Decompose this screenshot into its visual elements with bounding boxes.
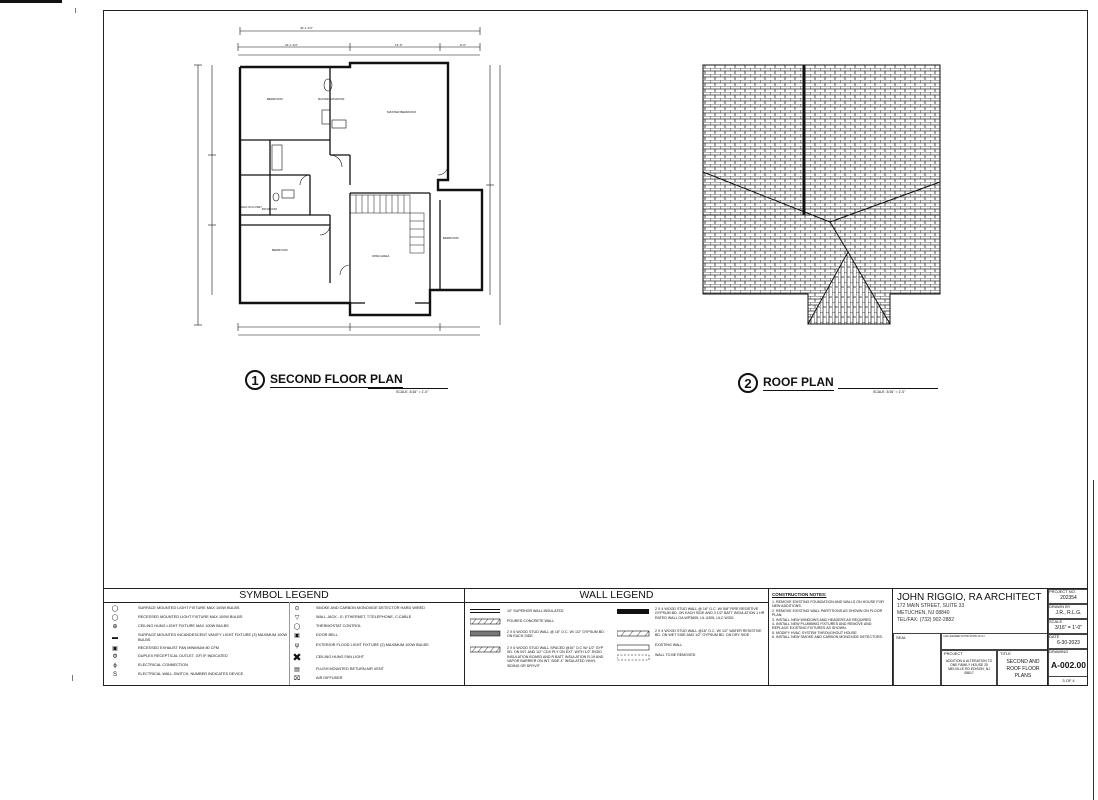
drawn-by-value: J.R., R.L.G. bbox=[1055, 609, 1082, 616]
wall-legend-text: 10" SUPERIOR WALL INSULATED bbox=[507, 609, 564, 613]
wall-legend-left-text bbox=[507, 609, 605, 668]
project-no-label: PROJECT NO. bbox=[1049, 589, 1076, 594]
second-floor-plan-drawing bbox=[190, 25, 510, 345]
plan-number-circle: 1 bbox=[245, 370, 265, 390]
date-cell bbox=[1048, 634, 1088, 649]
dim-text: 40'-1 3/4" bbox=[300, 27, 313, 30]
sheet-title-text: SECOND AND ROOF FLOOR PLANS bbox=[1006, 658, 1040, 679]
wall-legend-swatches-left bbox=[470, 609, 502, 665]
legend-row bbox=[108, 613, 290, 622]
construction-note: 6. INSTALL NEW SMOKE AND CARBON MONOXIDE DETECTORS. bbox=[772, 635, 883, 640]
symbol-legend-title: SYMBOL LEGEND bbox=[104, 589, 464, 603]
superior-wall-swatch-core bbox=[470, 610, 500, 612]
sheet-meta-column bbox=[1047, 588, 1088, 686]
plan-title: ROOF PLAN bbox=[763, 375, 834, 389]
scale-cell bbox=[1048, 619, 1088, 634]
existing-wall-swatch bbox=[617, 645, 649, 650]
wall-legend-title: WALL LEGEND bbox=[465, 589, 768, 603]
project-no-value: 202354 bbox=[1060, 594, 1077, 601]
wall-switch-icon: S bbox=[112, 671, 117, 678]
legend-row bbox=[108, 661, 290, 670]
dim-text: 20'-1 3/4" bbox=[285, 44, 298, 47]
legend-text: SMOKE AND CARBON MONOXIDE DETECTOR HARD WIRED bbox=[316, 606, 425, 611]
title-underline bbox=[838, 388, 938, 389]
symbol-legend bbox=[103, 588, 465, 686]
legend-text: SURFACE MOUNTED LIGHT FIXTURE MAX 100W BULBS bbox=[138, 606, 240, 611]
outlet-icon: Φ bbox=[112, 653, 118, 660]
fire-wall-swatch bbox=[617, 609, 649, 614]
architect-address-line: 172 MAIN STREET, SUITE 33 bbox=[897, 603, 965, 609]
thermostat-icon: ◯ bbox=[293, 624, 301, 630]
architect-phone: TEL/FAX: (732) 902-2882 bbox=[897, 617, 954, 623]
legend-text: EXTERIOR FLOOD LIGHT FIXTURE (2) MAXIMUM 100W BULBS bbox=[316, 643, 429, 648]
plan-title: SECOND FLOOR PLAN bbox=[270, 372, 403, 386]
door-bell-icon: ▣ bbox=[294, 633, 300, 639]
plan-scale: SCALE: 3/16" = 1'-0" bbox=[396, 390, 429, 394]
column-divider bbox=[289, 602, 290, 686]
plan-scale: SCALE: 3/16" = 1'-0" bbox=[873, 390, 906, 394]
legend-text: ELECTRICAL WALL SWITCH, NUMBER INDICATES DEVICE bbox=[138, 672, 244, 677]
legend-row bbox=[290, 622, 465, 631]
drawing-number-cell bbox=[1048, 649, 1088, 686]
wall-legend-text: 2 X 6 WOOD STUD WALL @ 16" O.C. W/ 1/2" GYPSUM BD. ON EACH SIDE. bbox=[507, 630, 605, 639]
room-label: MASTER BEDROOM bbox=[387, 110, 416, 114]
room-label: BEDROOM bbox=[443, 236, 459, 240]
seal-label: SEAL bbox=[896, 635, 907, 640]
room-label: BEDROOM bbox=[267, 97, 283, 101]
symbol-legend-right-column bbox=[290, 604, 465, 683]
wall-legend-right-text bbox=[655, 607, 767, 657]
legend-row bbox=[290, 613, 465, 622]
wall-legend-text: POURED CONCRETE WALL bbox=[507, 619, 555, 623]
crop-mark bbox=[0, 0, 62, 3]
vanity-light-icon: ▬ bbox=[112, 634, 118, 641]
legend-text: CEILING HUNG LIGHT FIXTURE MAX 100W BULBS bbox=[138, 624, 229, 629]
legend-text: WALL JACK - E: ETHERNET, T:TELEPHONE, C:CABLE bbox=[316, 615, 412, 620]
legend-row bbox=[290, 674, 465, 683]
wall-legend-text: EXISTING WALL bbox=[655, 643, 683, 647]
legend-row bbox=[108, 622, 290, 631]
architect-block bbox=[892, 588, 1048, 686]
legend-text: RECESSED MOUNTED LIGHT FIXTURE MAX 100W BULBS bbox=[138, 615, 243, 620]
flood-light-icon: ψ bbox=[294, 642, 300, 649]
roof-plan-label bbox=[738, 373, 834, 393]
room-label: MASTER BATHROOM bbox=[318, 98, 345, 101]
plan-number-circle: 2 bbox=[738, 373, 758, 393]
wall-jack-icon: ▽ bbox=[294, 615, 300, 621]
legend-row bbox=[108, 631, 290, 644]
scale-value: 3/16" = 1'-0" bbox=[1054, 624, 1083, 631]
title-block bbox=[103, 588, 1088, 686]
legend-row bbox=[108, 652, 290, 661]
dim-text: 15'-6" bbox=[395, 44, 403, 47]
legend-row bbox=[108, 604, 290, 613]
sheet-count: 3 OF 4 bbox=[1049, 676, 1088, 683]
architect-address-line: METUCHEN, NJ 08840 bbox=[897, 610, 950, 616]
construction-note: 3. INSTALL NEW WINDOWS AND HEADERS AS REQUIRED bbox=[772, 617, 872, 622]
legend-text: ELECTRICAL CONNECTION bbox=[138, 663, 188, 668]
room-label: WALK-IN CLOSET bbox=[240, 206, 262, 209]
construction-note: 2. REMOVE EXISTING WALL PARTITIONS AS SHOWN ON FLOOR PLAN. bbox=[772, 608, 883, 618]
roof-plan-drawing bbox=[700, 62, 945, 327]
wall-legend-text: 2 X 4 WOOD STUD WALL @ 16" O.C. W/ 5/8" FIRE RESISTIVE GYPSUM BD. ON EACH SIDE AND 3 1/2" BATT INSULATION 1 HR RATED WALL GA WP3605, UL U305, ULC W301 bbox=[655, 607, 765, 620]
room-label: BEDROOM bbox=[272, 248, 288, 252]
license-note: I AM LICENSED IN THE STATE OF NJ bbox=[943, 635, 985, 638]
removed-wall-swatch bbox=[617, 655, 649, 660]
legend-text: DOOR BELL bbox=[316, 633, 338, 638]
legend-text: DUPLEX RECEPTICAL OUTLET, GFI IF INDICATED bbox=[138, 654, 228, 659]
scan-speck bbox=[75, 8, 76, 13]
construction-note: 5. MODIFY HVAC SYSTEM THROUGHOUT HOUSE bbox=[772, 630, 857, 635]
legend-row bbox=[108, 644, 290, 652]
ceiling-light-icon: ⊕ bbox=[112, 624, 118, 630]
construction-notes bbox=[768, 588, 893, 686]
2x6-wall-swatch bbox=[470, 631, 500, 636]
drawn-by-label: DRAWN BY bbox=[1049, 604, 1071, 609]
project-label: PROJECT bbox=[944, 651, 963, 656]
legend-text: SURFACE MOUNTED INCANDESCENT VANITY LIGHT FIXTURE (3) MAXIMUM 100W BULBS bbox=[138, 632, 288, 642]
construction-note: 4. INSTALL NEW PLUMBING FIXTURES AND REMOVE AND REPLACE EXISTING FIXTURES AS SHOWN. bbox=[772, 622, 872, 631]
project-cell bbox=[941, 650, 997, 686]
wall-legend-text: WALL TO BE REMOVED bbox=[655, 653, 696, 657]
legend-text: FLUSH MOUNTED RETURN AIR VENT bbox=[316, 666, 384, 671]
legend-row bbox=[290, 640, 465, 651]
symbol-legend-left-column bbox=[108, 604, 290, 679]
legend-row bbox=[290, 664, 465, 674]
seal-cell bbox=[893, 633, 941, 686]
wall-legend bbox=[464, 588, 769, 686]
construction-note: 1. REMOVE EXISTING FOUNDATION AND WALLS ON HOUSE FOR NEW ADDITIONS. bbox=[772, 600, 885, 609]
exterior-wall-swatch bbox=[470, 647, 500, 652]
surface-light-icon: ◯ bbox=[111, 606, 119, 612]
date-value: 6-30-2023 bbox=[1057, 639, 1080, 646]
recessed-light-icon: ◯ bbox=[111, 615, 119, 621]
room-label: OPEN AREA bbox=[372, 254, 390, 258]
drawn-by-cell bbox=[1048, 604, 1088, 619]
dim-text: 8'-0" bbox=[460, 44, 467, 47]
exhaust-fan-icon: ▣ bbox=[112, 645, 118, 652]
wall-legend-swatches-right bbox=[617, 609, 651, 669]
room-label: BATHROOM bbox=[262, 208, 277, 211]
wall-legend-text: 2 X 6 WOOD STUD WALL SPACED @16" O.C W/ 1/2" GYP SD. ON INT. AND 1/2" CDX PLY ON EXT. WITH 1/2" RIGID INSULATION BOARD AND R BATT INSULATION R-19 AND VAPOR BARRIER ON INT. SIDE 4" INSULATED VINYL SIDING OR DRYVIT bbox=[507, 646, 604, 668]
legend-text: CEILING HUNG FAN LIGHT bbox=[316, 655, 365, 660]
scale-label: SCALE bbox=[1049, 619, 1063, 624]
legend-row bbox=[108, 670, 290, 679]
wall-legend-text: 2 X 4 WOOD STUD WALL @16" O.C. W/ 1/2" WATER RESISTIVE BD. ON WET SIDE AND 1/2" GYPSUM BD. ON DRY SIDE bbox=[655, 629, 762, 638]
legend-text: RECESSED EXHAUST FAN MINIMUM 80 CFM bbox=[138, 645, 219, 650]
legend-row bbox=[290, 631, 465, 640]
drawing-label: DRAWING bbox=[1049, 649, 1069, 654]
smoke-detector-icon: ⊙ bbox=[294, 606, 300, 612]
legend-text: THERMOSTAT CONTROL bbox=[316, 624, 362, 629]
project-text: ADDITION & ALTERATION TO ONE FAMILY HOUSE 25 MELVILLE RD EDISON, NJ 08817 bbox=[945, 658, 993, 676]
scan-edge-line bbox=[1093, 480, 1094, 800]
legend-row bbox=[290, 651, 465, 664]
concrete-wall-swatch bbox=[470, 619, 500, 624]
sheet-title-cell bbox=[997, 650, 1048, 686]
construction-notes-title: CONSTRUCTION NOTES: bbox=[772, 592, 827, 597]
scan-speck bbox=[72, 675, 73, 681]
date-label: DATE bbox=[1049, 634, 1060, 639]
title-underline bbox=[368, 388, 448, 389]
legend-row bbox=[290, 604, 465, 613]
drawing-number: A-002.00 bbox=[1051, 659, 1086, 670]
return-vent-icon: ▤ bbox=[294, 666, 300, 673]
legend-text: AIR DIFFUSER bbox=[316, 676, 343, 681]
air-diffuser-icon: ⌧ bbox=[293, 676, 301, 682]
electrical-connection-icon: ϕ bbox=[113, 662, 117, 669]
sheet-title-label: TITLE bbox=[1000, 651, 1011, 656]
project-no-cell bbox=[1048, 589, 1088, 604]
license-cell bbox=[941, 633, 1048, 650]
second-floor-plan-label bbox=[245, 370, 403, 390]
ceiling-fan-icon: ✖ bbox=[292, 652, 302, 664]
architect-name: JOHN RIGGIO, RA ARCHITECT bbox=[897, 592, 1042, 603]
